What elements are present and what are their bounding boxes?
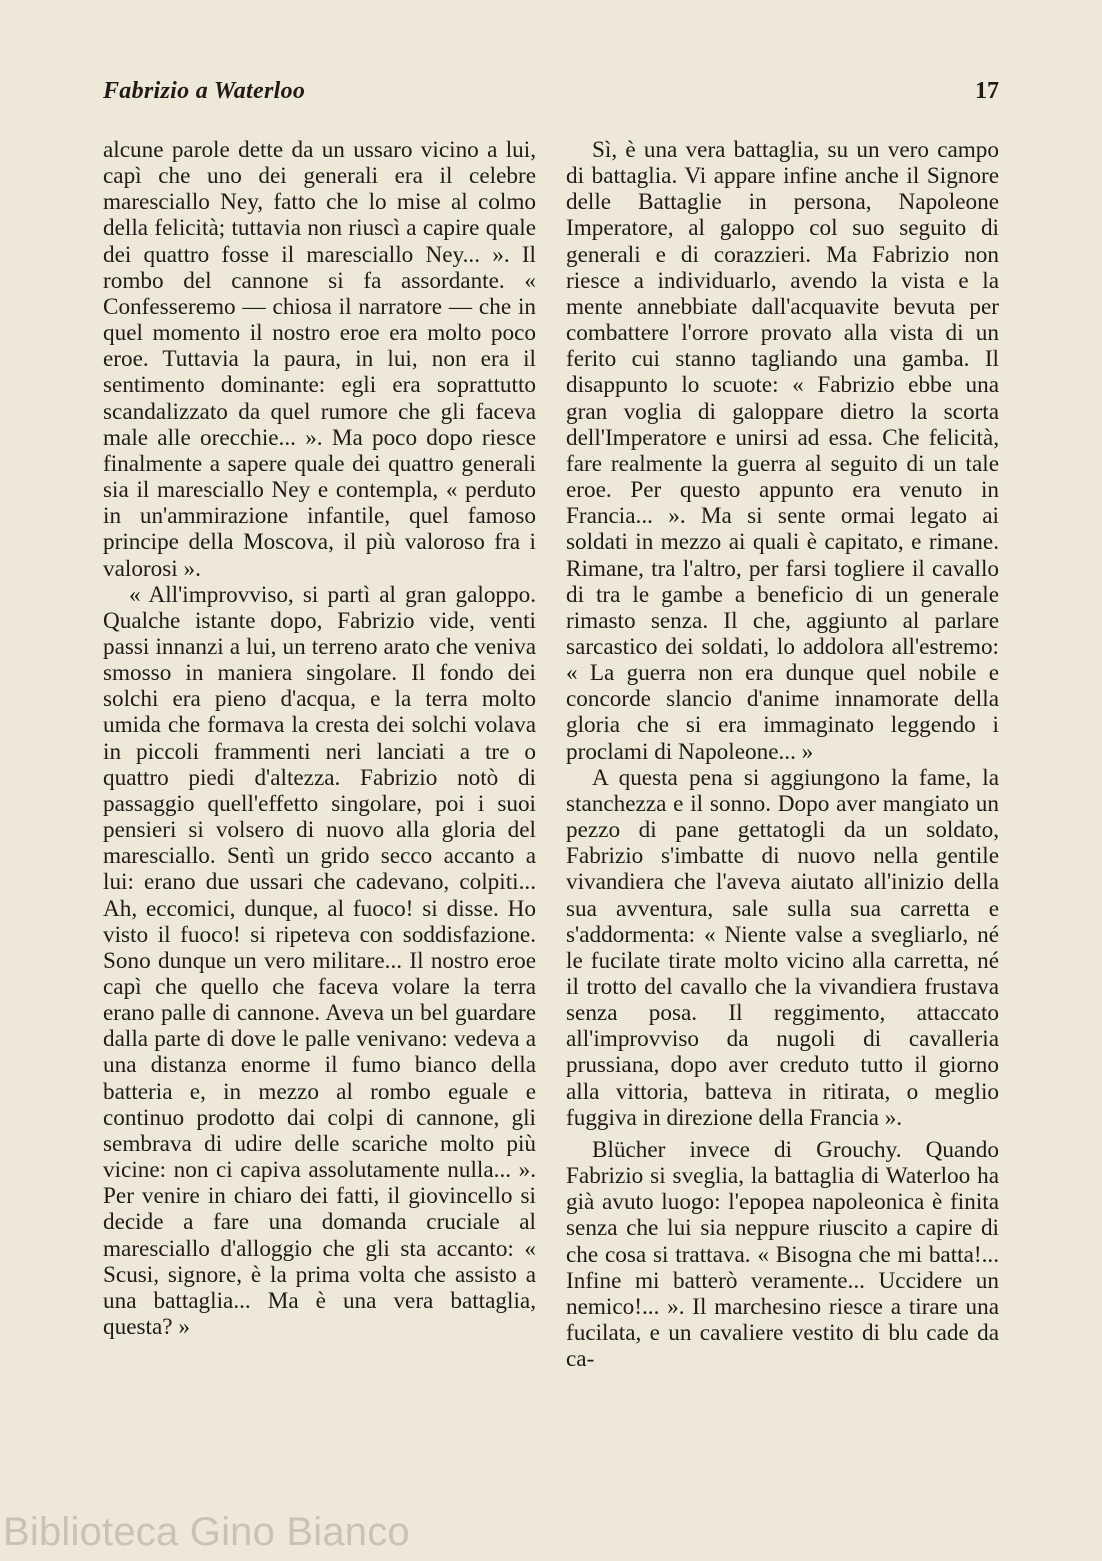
- right-column: [566, 137, 999, 1372]
- paragraph: A questa pena si aggiungono la fame, la stanchezza e il sonno. Dopo aver mangiato un pezzo di pane gettatogli da un soldato, Fabrizio s'imbatte di nuovo nella gentile vivandiera che l'aveva aiutato all'inizio della sua avventura, sale sulla sua carretta e s'addormenta: « Niente valse a svegliarlo, né le fucilate tirate molto vicino alla carretta, né il trotto del cavallo che la vivandiera frustava senza posa. Il reggimento, attaccato all'improvviso da nugoli di cavalleria prussiana, dopo aver creduto tutto il giorno alla vittoria, batteva in ritirata, o meglio fuggiva in direzione della Francia ».: [566, 764, 999, 1131]
- left-column: [103, 137, 536, 1340]
- page-header: [103, 78, 999, 114]
- page-number: 17: [975, 78, 999, 104]
- paragraph: Sì, è una vera battaglia, su un vero campo di battaglia. Vi appare infine anche il Signore delle Battaglie in persona, Napoleone Imperatore, al galoppo col suo seguito di generali e di corazzieri. Ma Fabrizio non riesce a individuarlo, avendo la vista e la mente annebbiate dall'acquavite bevuta per combattere l'orrore provato alla vista di un ferito cui stanno tagliando una gamba. Il disappunto lo scuote: « Fabrizio ebbe una gran voglia di galoppare dietro la scorta dell'Imperatore e unirsi ad essa. Che felicità, fare realmente la guerra al seguito di un tale eroe. Per questo appunto era venuto in Francia... ». Ma si sente ormai legato ai soldati in mezzo ai quali è capitato, e rimane. Rimane, tra l'altro, per farsi togliere il cavallo di tra le gambe a beneficio di un generale rimasto senza. Il che, aggiunto al parlare sarcastico dei soldati, lo addolora all'estremo: « La guerra non era dunque quel nobile e concorde slancio d'anime innamorate della gloria che si era immaginato leggendo i proclami di Napoleone... »: [566, 137, 999, 765]
- paragraph: « All'improvviso, si partì al gran galoppo. Qualche istante dopo, Fabrizio vide, venti passi innanzi a lui, un terreno arato che veniva smosso in maniera singolare. Il fondo dei solchi era pieno d'acqua, e la terra molto umida che formava la cresta dei solchi volava in piccoli frammenti neri lanciati a tre o quattro piedi d'altezza. Fabrizio notò di passaggio quell'effetto singolare, poi i suoi pensieri si volsero di nuovo alla gloria del maresciallo. Sentì un grido secco accanto a lui: erano due ussari che cadevano, colpiti... Ah, eccomici, dunque, al fuoco! si disse. Ho visto il fuoco! si ripeteva con soddisfazione. Sono dunque un vero militare... Il nostro eroe capì che quello che faceva volare la terra erano palle di cannone. Aveva un bel guardare dalla parte di dove le palle venivano: vedeva a una distanza enorme il fumo bianco della batteria e, in mezzo al rombo eguale e continuo prodotto dai colpi di cannone, gli sembrava di udire delle scariche molto più vicine: non ci capiva assolutamente nulla... ». Per venire in chiaro dei fatti, il giovincello si decide a fare una domanda cruciale al maresciallo d'alloggio che gli sta accanto: « Scusi, signore, è la prima volta che assisto a una battaglia... Ma è una vera battaglia, questa? »: [103, 581, 536, 1341]
- running-title: Fabrizio a Waterloo: [103, 78, 306, 104]
- library-watermark: Biblioteca Gino Bianco: [3, 1510, 410, 1554]
- paragraph: alcune parole dette da un ussaro vicino a lui, capì che uno dei generali era il celebre maresciallo Ney, fatto che lo mise al colmo della felicità; tuttavia non riuscì a capire quale dei quattro fosse il maresciallo Ney... ». Il rombo del cannone si fa assordante. « Confesseremo — chiosa il narratore — che in quel momento il nostro eroe era molto poco eroe. Tuttavia la paura, in lui, non era il sentimento dominante: egli era soprattutto scandalizzato da quel rumore che gli faceva male alle orecchie... ». Ma poco dopo riesce finalmente a sapere quale dei quattro generali sia il maresciallo Ney e contempla, « perduto in un'ammirazione infantile, quel famoso principe della Moscova, il più valoroso fra i valorosi ».: [103, 137, 536, 582]
- paragraph: Blücher invece di Grouchy. Quando Fabrizio si sveglia, la battaglia di Waterloo ha già avuto luogo: l'epopea napoleonica è finita senza che lui sia neppure riuscito a capire di che cosa si trattava. « Bisogna che mi batta!... Infine mi batterò veramente... Uccidere un nemico!... ». Il marchesino riesce a tirare una fucilata, e un cavaliere vestito di blu cade da ca-: [566, 1136, 999, 1373]
